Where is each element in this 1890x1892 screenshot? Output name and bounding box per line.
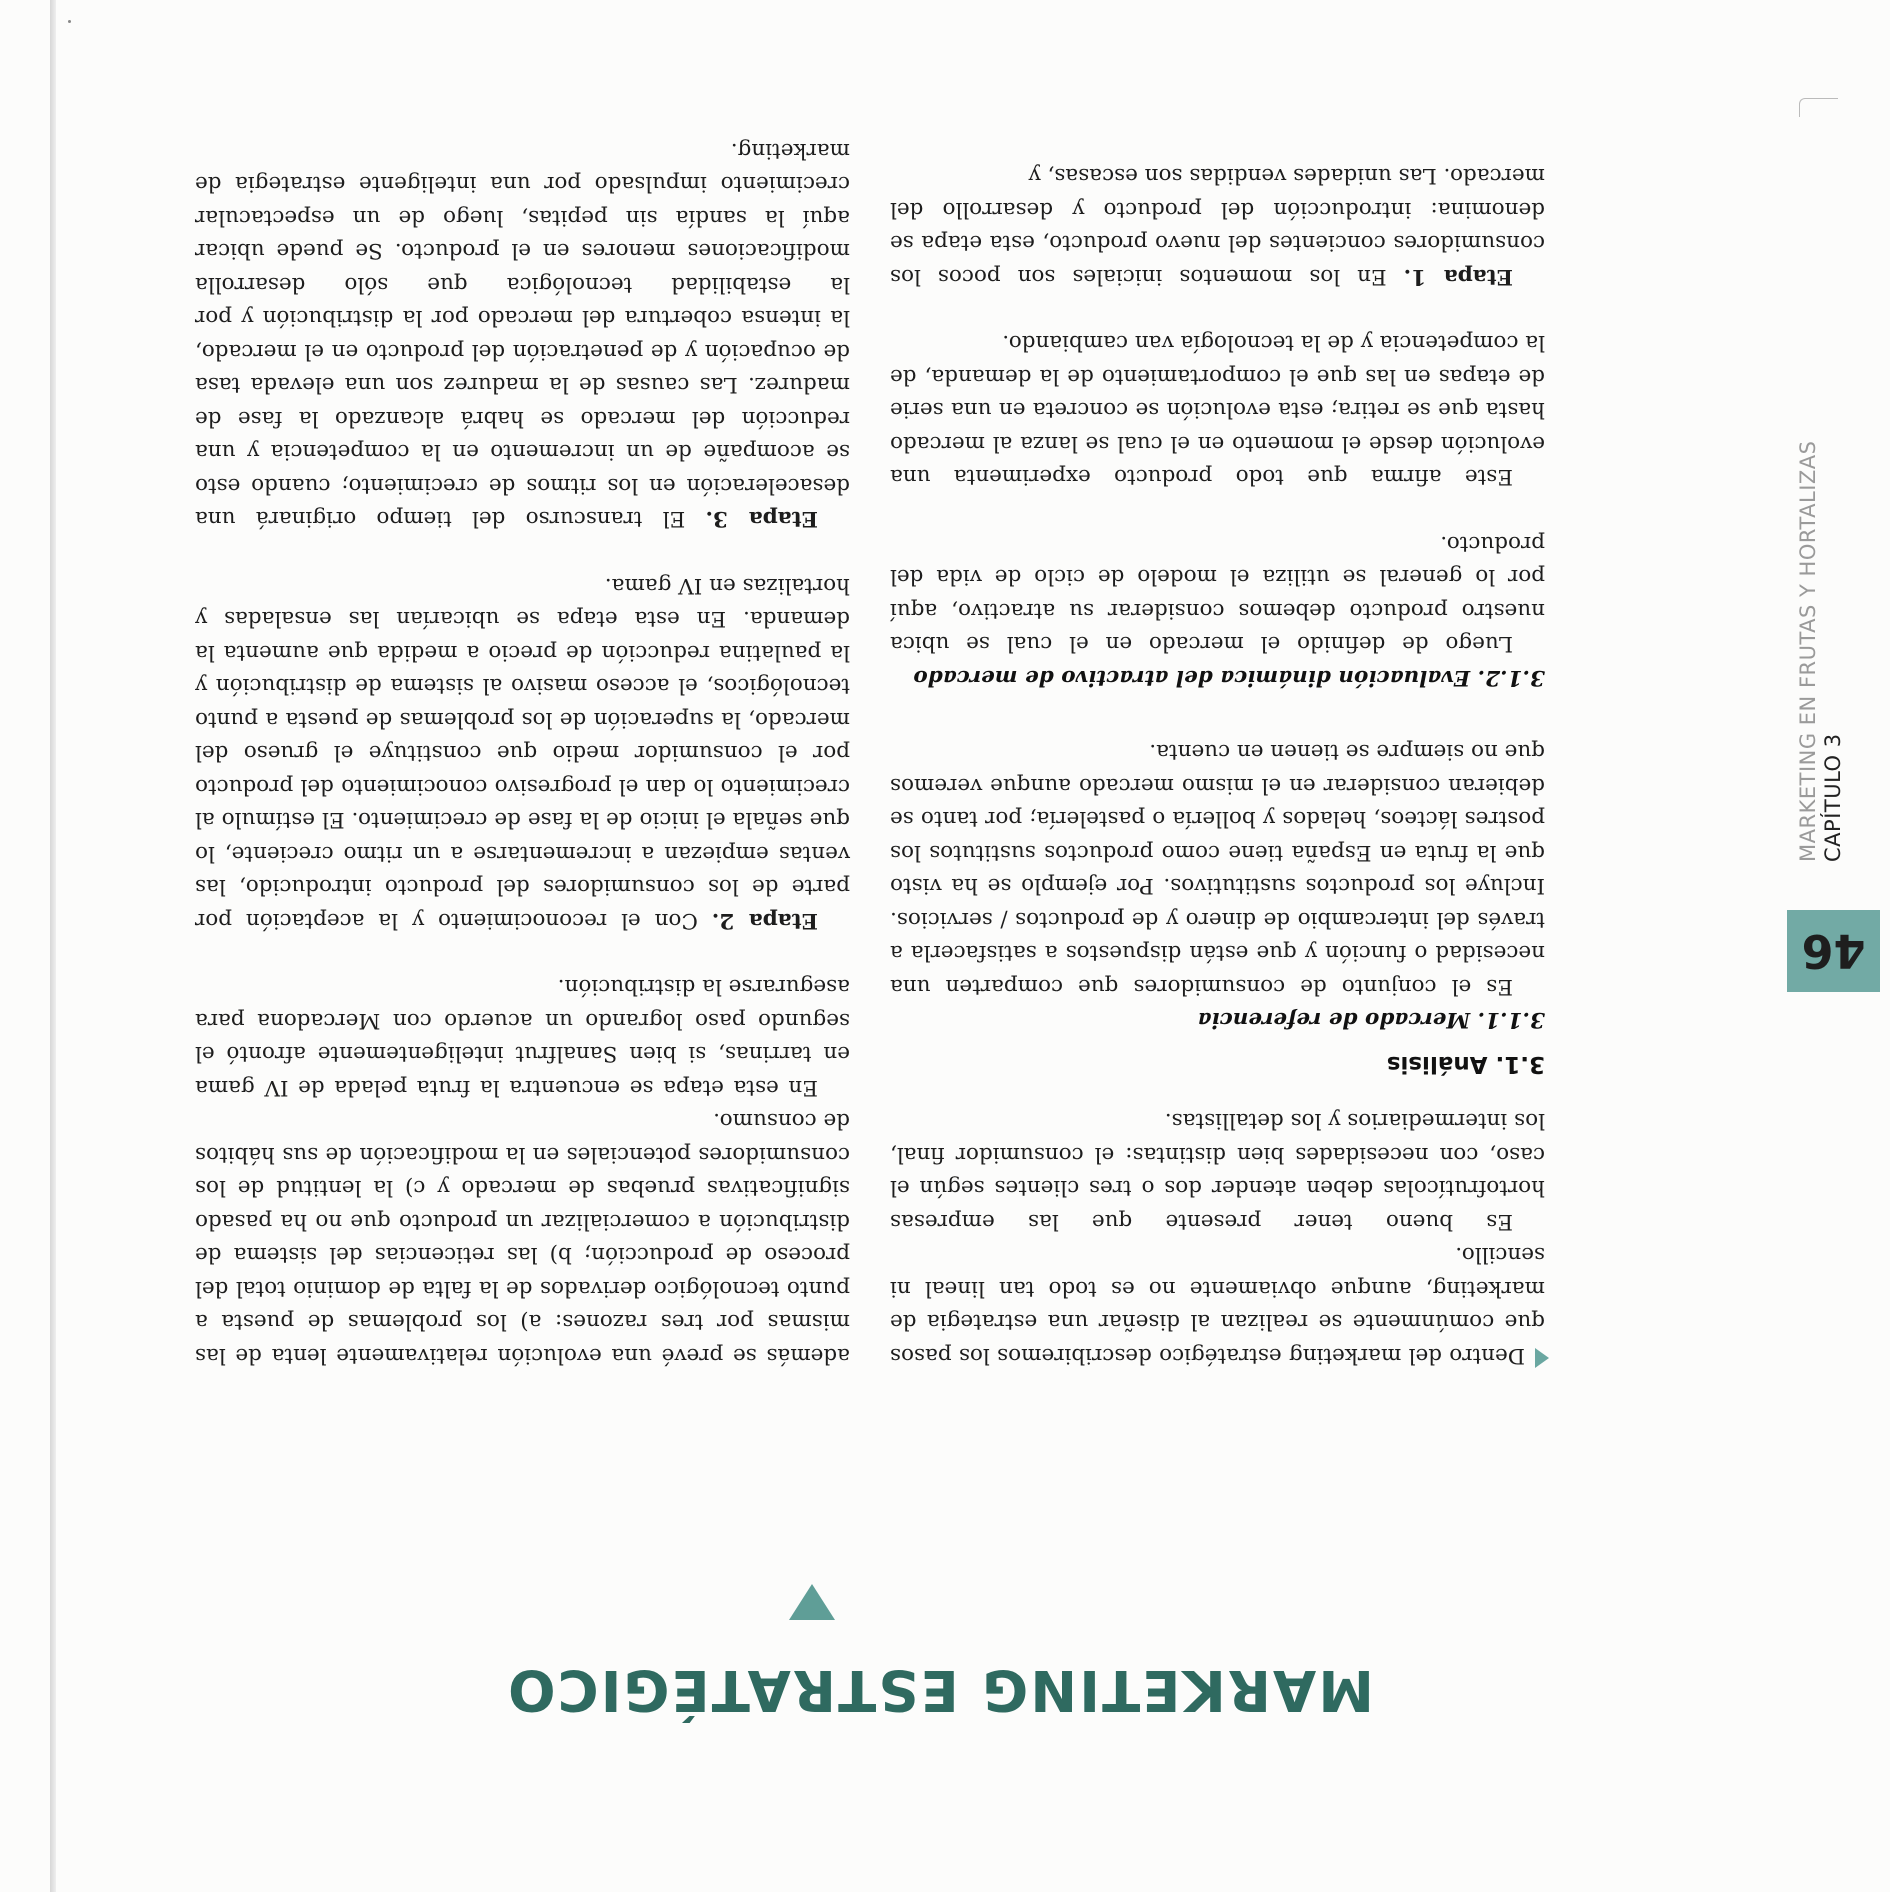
etapa3-paragraph — [195, 134, 850, 536]
etapa1-text: En los momentos iniciales son pocos los consumidores concientes del nuevo producto, esta etapa se denomina: introducción del producto y desarrollo del mercado. Las unidades vendidas son escasas, y — [890, 163, 1545, 289]
etapa1-label: Etapa 1. — [1403, 264, 1513, 289]
spacer — [890, 494, 1545, 527]
etapa3-label: Etapa 3. — [705, 506, 818, 532]
subsection-heading-mercado: 3.1.1. Mercado de referencia — [1197, 1007, 1545, 1033]
spacer — [890, 702, 1545, 735]
etapa2-label: Etapa 2. — [711, 908, 818, 933]
page-number: 46 — [1787, 910, 1880, 992]
section-heading-analisis: 3.1. Análisis — [1386, 1051, 1545, 1077]
etapa2-text: Con el reconocimiento y la aceptación por parte de los consumidores del producto introducido, las ventas empiezan a incrementarse a un ritmo creciente, lo que señala el inicio de la fase de crecimiento. El estímulo al crecimiento lo dan el progresivo conocimiento del producto por el consumidor medio que constituye el grueso del mercado, la superación de los problemas de puesta a punto tecnológicos, el acceso masivo al sistema de distribución y la paulatina reducción de precio a medida que aumenta la demanda. En esta etapa se ubicarían las ensaladas y hortalizas en IV gama. — [195, 573, 850, 933]
running-head — [1796, 441, 1846, 862]
text-column-left — [890, 159, 1545, 1372]
running-head-chapter: CAPÍTULO 3 — [1821, 733, 1845, 862]
ciclo-vida-paragraph: Este afirma que todo producto experimenta una evolución desde el momento en el cual se lanza al mercado hasta que se retira; esta evolución se concreta en una serie de etapas en las que el comportamiento de la demanda, de la competencia y de la tecnología van cambiando. — [890, 330, 1545, 490]
intro-paragraph: Dentro del marketing estratégico describiremos los pasos que comúnmente se realizan al diseñar una estrategia de marketing, aunque obviamente no es todo tan lineal ni sencillo. — [890, 1238, 1545, 1372]
chapter-title: MARKETING ESTRATÉGICO — [505, 1657, 1375, 1722]
sanalfrut-paragraph: En esta etapa se encuentra la fruta pelada de IV gama en tarrinas, si bien Sanalfrut inteligentemente afrontó el segundo paso logrando un acuerdo con Mercadona para asegurarse la distribución. — [195, 974, 850, 1100]
spacer — [890, 293, 1545, 326]
spacer — [195, 536, 850, 569]
etapa1-paragraph — [890, 159, 1545, 293]
evaluacion-paragraph: Luego de definido el mercado en el cual se ubica nuestro producto debemos considerar su atractivo, aquí por lo general se utiliza el modelo de ciclo de vida del producto. — [890, 531, 1545, 657]
etapa2-paragraph — [195, 569, 850, 938]
title-arrow-icon — [789, 1584, 835, 1620]
etapa3-text: El transcurso del tiempo originará una desaceleración en los ritmos de crecimiento; cuando esto se acompañe de un incremento en la competencia y una reducción del mercado se habrá alcanzado la fase de madurez. Las causas de la madurez son una elevada tasa de ocupación y de penetración del producto en el mercado, la intensa cobertura del mercado por la distribución y por la estabilidad tecnológica que sólo desarrolla modificaciones menores en el producto. Se puede ubicar aquí la sandía sin pepitas, luego de un espectacular crecimiento impulsado por una inteligente estrategia de marketing. — [195, 138, 850, 532]
continuation-paragraph: además se prevé una evolución relativamente lenta de las mismas por tres razones: a) los problemas de puesta a punto tecnológico derivados de la falta de dominio total del proceso de producción; b) las reticencias del sistema de distribución a comercializar un producto que no ha pasado significativas pruebas de mercado y c) la lentitud de los consumidores potenciales en la modificación de sus hábitos de consumo. — [195, 1108, 850, 1368]
text-column-right — [195, 134, 850, 1373]
running-head-book-title: MARKETING EN FRUTAS Y HORTALIZAS — [1796, 440, 1820, 862]
clients-paragraph: Es bueno tener presente que las empresas hortofrutícolas deben atender dos o tres clientes según el caso, con necesidades bien distintas: el consumidor final, los intermediarios y los detallistas. — [890, 1108, 1545, 1234]
subsection-heading-evaluacion: 3.1.2. Evaluación dinámica del atractivo de mercado — [913, 665, 1545, 690]
triangle-bullet-icon — [1535, 1348, 1549, 1368]
mercado-paragraph: Es el conjunto de consumidores que comparten una necesidad o función y que están dispuestos a satisfacerla a través del intercambio de dinero y de productos / servicios. Incluye los productos sustitutivos. Por ejemplo se ha visto que la fruta en España tiene como productos sustitutos los postres lácteos, helados y bollería o pastelería; por tanto se debieran considerar en el mismo mercado aunque veremos que no siempre se tienen en cuenta. — [890, 739, 1545, 999]
spacer — [195, 937, 850, 970]
